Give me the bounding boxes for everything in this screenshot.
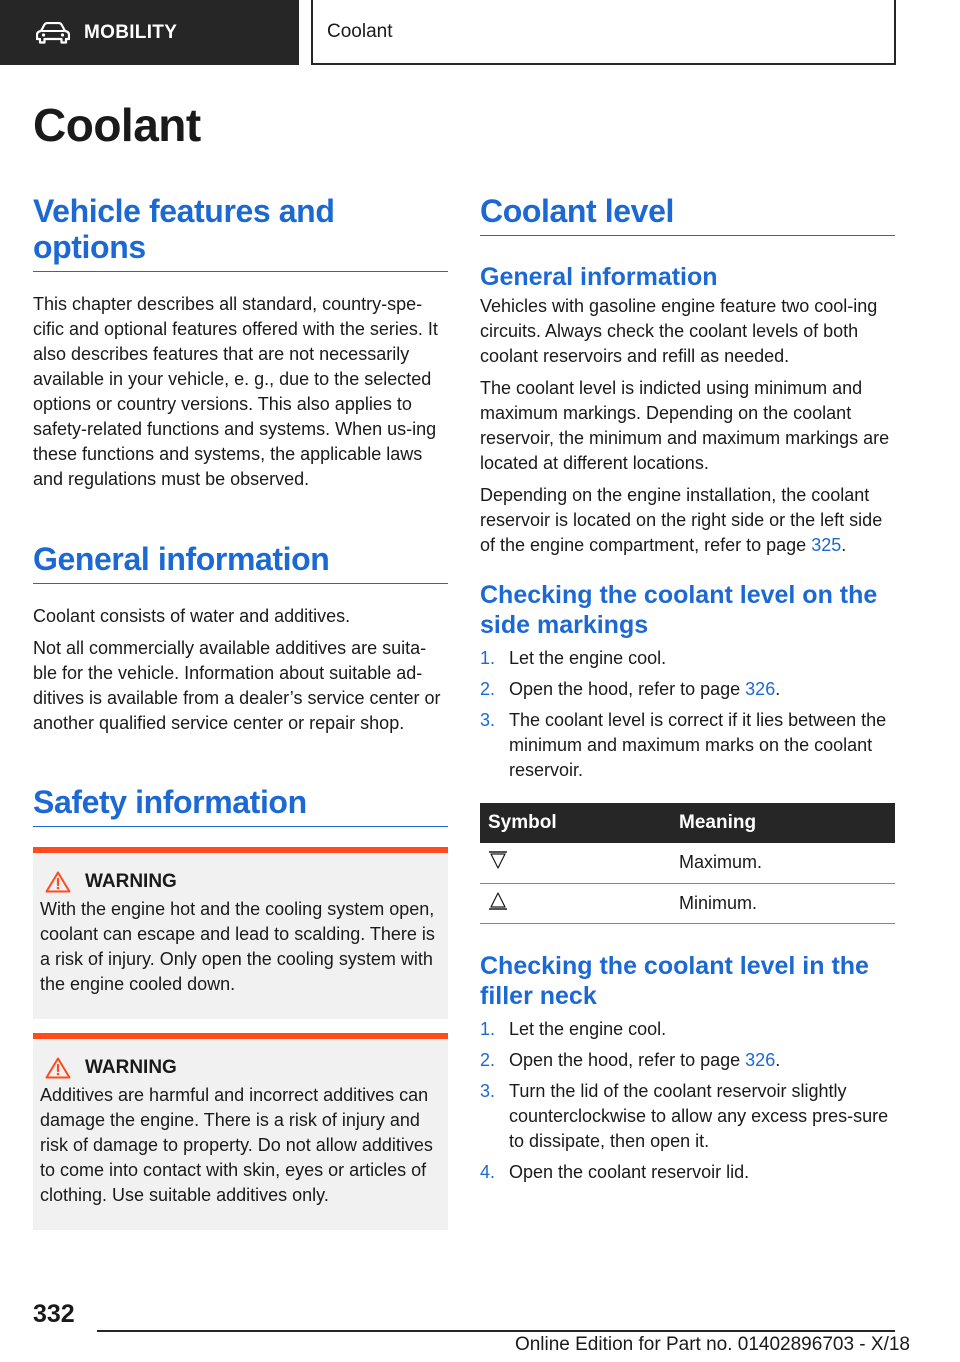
- page-link[interactable]: 325: [811, 535, 842, 555]
- table-cell: Minimum.: [671, 883, 895, 923]
- coolant-info-text-1: Vehicles with gasoline engine feature two cool-ing circuits. Always check the coolant levels of both coolant reservoirs and refill as needed.: [480, 296, 878, 366]
- page-number: 332: [33, 1300, 75, 1328]
- vehicle-features-heading: Vehicle features and options: [33, 193, 448, 272]
- warning-box: [33, 1033, 448, 1230]
- max-marker-icon: [488, 850, 508, 870]
- coolant-info-text-3: Depending on the engine installation, the coolant reservoir is located on the right side or the left side of the engine compartment, refer to page 325.: [480, 485, 883, 555]
- table-row: [480, 843, 895, 883]
- chapter-label: Coolant: [327, 20, 393, 42]
- left-column: [33, 193, 448, 1230]
- chapter-tab: [311, 0, 896, 65]
- list-item: 3. Turn the lid of the coolant reservoir slightly counterclockwise to allow any excess pres-sure to dissipate, then open it.: [480, 1080, 889, 1151]
- list-item: 1. Let the engine cool.: [480, 1018, 667, 1039]
- filler-neck-heading: Checking the coolant level in the filler neck: [480, 951, 869, 1010]
- section-label: MOBILITY: [84, 21, 178, 43]
- table-cell: Maximum.: [671, 843, 895, 883]
- car-icon: [36, 22, 70, 44]
- warning-label: WARNING: [85, 1057, 177, 1078]
- warning-triangle-icon: [45, 1057, 71, 1079]
- list-item: 4. Open the coolant reservoir lid.: [480, 1161, 750, 1182]
- filler-neck-steps: [480, 1017, 895, 1185]
- edition-text: Online Edition for Part no. 01402896703 - X/18: [514, 1334, 910, 1355]
- list-item: 3. The coolant level is correct if it lies between the minimum and maximum marks on the coolant reservoir.: [480, 710, 887, 780]
- table-row: [480, 883, 895, 923]
- general-information-text-2: Not all commercially available additives are suita-ble for the vehicle. Information about suitable ad-ditives is available from a dealer’s service center or another qualified service center or repair shop.: [33, 638, 441, 733]
- list-item: 1. Let the engine cool.: [480, 648, 667, 668]
- list-item: 2. Open the hood, refer to page 326.: [480, 1049, 781, 1070]
- page-link[interactable]: 326: [745, 1049, 776, 1070]
- footer-divider: [97, 1330, 895, 1332]
- vehicle-features-text: This chapter describes all standard, country-spe-cific and optional features offered with the series. It also describes features that are not necessarily available in your vehicle, e. g., due to the selected options or country versions. This also applies to safety-related functions and systems. When us-ing these functions and systems, the applicable laws and regulations must be observed.: [33, 294, 438, 489]
- general-information-text-1: Coolant consists of water and additives.: [33, 606, 351, 626]
- min-marker-icon: [488, 891, 508, 911]
- warning-text: Additives are harmful and incorrect additives can damage the engine. There is a risk of injury and risk of damage to property. Do not allow additives to come into contact with skin, eyes or articles of clothing. Use suitable additives only.: [40, 1085, 433, 1205]
- table-header-symbol: Symbol: [480, 803, 671, 843]
- general-information-heading: General information: [33, 541, 448, 584]
- coolant-level-heading: Coolant level: [480, 193, 895, 236]
- page-title: Coolant: [33, 99, 201, 151]
- symbol-table: [480, 803, 895, 924]
- right-column: [480, 193, 895, 1191]
- warning-label: WARNING: [85, 871, 177, 892]
- safety-information-heading: Safety information: [33, 784, 448, 827]
- table-header-meaning: Meaning: [671, 803, 895, 843]
- section-tab[interactable]: [0, 0, 299, 65]
- side-markings-steps: [480, 646, 895, 783]
- warning-box: [33, 847, 448, 1019]
- side-markings-heading: Checking the coolant level on the side markings: [480, 581, 878, 639]
- warning-text: With the engine hot and the cooling system open, coolant can escape and lead to scalding. There is a risk of injury. Only open the cooling system with the engine cooled down.: [40, 899, 435, 994]
- list-item: 2. Open the hood, refer to page 326.: [480, 679, 781, 699]
- coolant-info-text-2: The coolant level is indicted using minimum and maximum markings. Depending on the coolant reservoir, the minimum and maximum markings are located at different locations.: [480, 378, 890, 473]
- warning-triangle-icon: [45, 871, 71, 893]
- page-link[interactable]: 326: [745, 679, 776, 699]
- general-information-subheading: General information: [480, 263, 718, 291]
